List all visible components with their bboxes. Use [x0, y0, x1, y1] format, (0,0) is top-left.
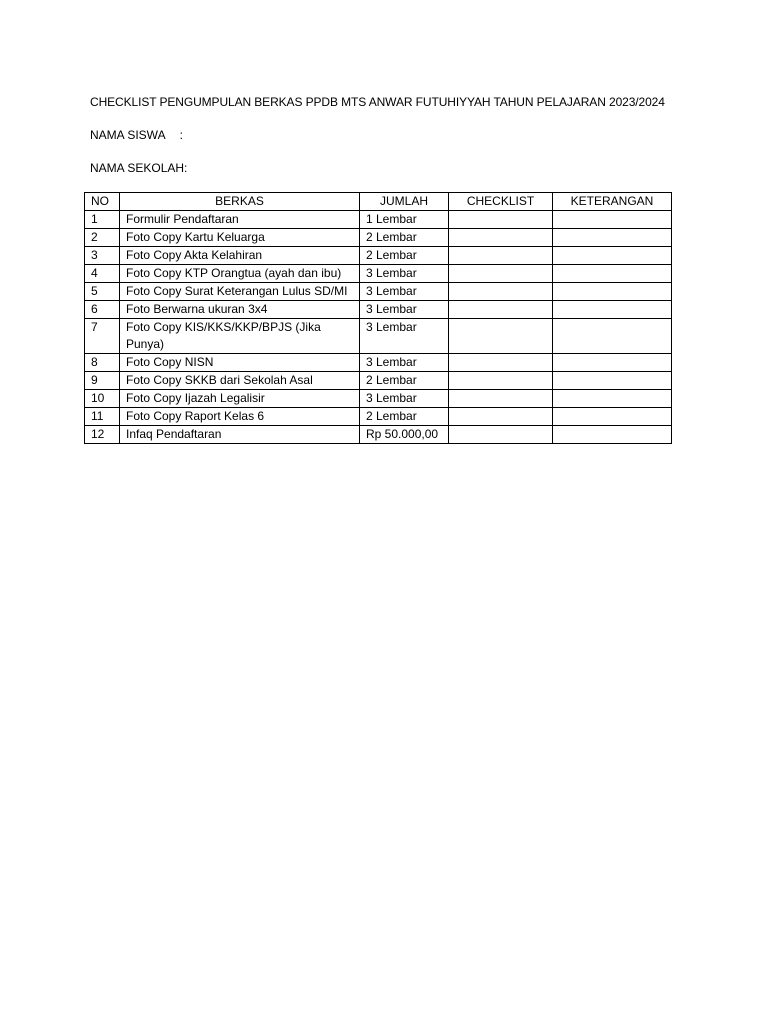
- table-row: [85, 265, 672, 283]
- student-name-colon: :: [179, 128, 183, 142]
- row-checklist-cell[interactable]: [449, 354, 553, 372]
- row-berkas: Foto Copy NISN: [120, 354, 360, 372]
- header-no: NO: [85, 193, 120, 211]
- row-jumlah: 3 Lembar: [360, 301, 449, 319]
- row-keterangan-cell[interactable]: [553, 354, 672, 372]
- row-keterangan-cell[interactable]: [553, 319, 672, 354]
- row-keterangan-cell[interactable]: [553, 265, 672, 283]
- row-keterangan-cell[interactable]: [553, 390, 672, 408]
- row-checklist-cell[interactable]: [449, 247, 553, 265]
- table-row: [85, 301, 672, 319]
- row-checklist-cell[interactable]: [449, 301, 553, 319]
- row-jumlah: 2 Lembar: [360, 372, 449, 390]
- table-row: [85, 229, 672, 247]
- row-berkas: Foto Copy Akta Kelahiran: [120, 247, 360, 265]
- row-checklist-cell[interactable]: [449, 265, 553, 283]
- table-row: [85, 247, 672, 265]
- header-jumlah: JUMLAH: [360, 193, 449, 211]
- row-no: 2: [85, 229, 120, 247]
- row-jumlah: 3 Lembar: [360, 265, 449, 283]
- row-keterangan-cell[interactable]: [553, 247, 672, 265]
- row-no: 4: [85, 265, 120, 283]
- table-row: [85, 372, 672, 390]
- row-jumlah: 3 Lembar: [360, 354, 449, 372]
- row-jumlah: Rp 50.000,00: [360, 426, 449, 444]
- table-header-row: [85, 193, 672, 211]
- table-row: [85, 283, 672, 301]
- checklist-table: [84, 192, 672, 444]
- row-berkas: Foto Copy Surat Keterangan Lulus SD/MI: [120, 283, 360, 301]
- header-berkas: BERKAS: [120, 193, 360, 211]
- row-checklist-cell[interactable]: [449, 372, 553, 390]
- row-berkas: Foto Copy Kartu Keluarga: [120, 229, 360, 247]
- table-row: [85, 211, 672, 229]
- row-jumlah: 1 Lembar: [360, 211, 449, 229]
- row-berkas: Foto Copy KTP Orangtua (ayah dan ibu): [120, 265, 360, 283]
- row-keterangan-cell[interactable]: [553, 372, 672, 390]
- row-checklist-cell[interactable]: [449, 211, 553, 229]
- header-checklist: CHECKLIST: [449, 193, 553, 211]
- row-berkas: Foto Copy SKKB dari Sekolah Asal: [120, 372, 360, 390]
- row-berkas: Infaq Pendaftaran: [120, 426, 360, 444]
- document-title: CHECKLIST PENGUMPULAN BERKAS PPDB MTS ANWAR FUTUHIYYAH TAHUN PELAJARAN 2023/2024: [90, 95, 665, 109]
- row-keterangan-cell[interactable]: [553, 408, 672, 426]
- row-no: 5: [85, 283, 120, 301]
- table-row: [85, 354, 672, 372]
- row-berkas: Formulir Pendaftaran: [120, 211, 360, 229]
- row-keterangan-cell[interactable]: [553, 211, 672, 229]
- school-name-field: NAMA SEKOLAH:: [90, 161, 188, 175]
- row-keterangan-cell[interactable]: [553, 301, 672, 319]
- row-keterangan-cell[interactable]: [553, 283, 672, 301]
- row-no: 7: [85, 319, 120, 354]
- row-berkas: Foto Berwarna ukuran 3x4: [120, 301, 360, 319]
- row-jumlah: 2 Lembar: [360, 229, 449, 247]
- row-no: 3: [85, 247, 120, 265]
- row-checklist-cell[interactable]: [449, 319, 553, 354]
- row-jumlah: 2 Lembar: [360, 408, 449, 426]
- row-checklist-cell[interactable]: [449, 229, 553, 247]
- row-no: 9: [85, 372, 120, 390]
- row-no: 8: [85, 354, 120, 372]
- row-keterangan-cell[interactable]: [553, 229, 672, 247]
- student-name-field: [90, 128, 183, 142]
- row-jumlah: 2 Lembar: [360, 247, 449, 265]
- row-no: 6: [85, 301, 120, 319]
- table-row: [85, 426, 672, 444]
- table-row: [85, 408, 672, 426]
- row-checklist-cell[interactable]: [449, 390, 553, 408]
- row-berkas: Foto Copy KIS/KKS/KKP/BPJS (Jika Punya): [120, 319, 360, 354]
- row-jumlah: 3 Lembar: [360, 390, 449, 408]
- row-no: 11: [85, 408, 120, 426]
- student-name-label: NAMA SISWA: [90, 128, 166, 142]
- row-keterangan-cell[interactable]: [553, 426, 672, 444]
- row-checklist-cell[interactable]: [449, 408, 553, 426]
- row-no: 12: [85, 426, 120, 444]
- table-row: [85, 390, 672, 408]
- row-berkas: Foto Copy Ijazah Legalisir: [120, 390, 360, 408]
- row-berkas: Foto Copy Raport Kelas 6: [120, 408, 360, 426]
- row-checklist-cell[interactable]: [449, 426, 553, 444]
- row-jumlah: 3 Lembar: [360, 283, 449, 301]
- row-checklist-cell[interactable]: [449, 283, 553, 301]
- header-keterangan: KETERANGAN: [553, 193, 672, 211]
- row-no: 10: [85, 390, 120, 408]
- table-row: [85, 319, 672, 354]
- row-jumlah: 3 Lembar: [360, 319, 449, 354]
- row-no: 1: [85, 211, 120, 229]
